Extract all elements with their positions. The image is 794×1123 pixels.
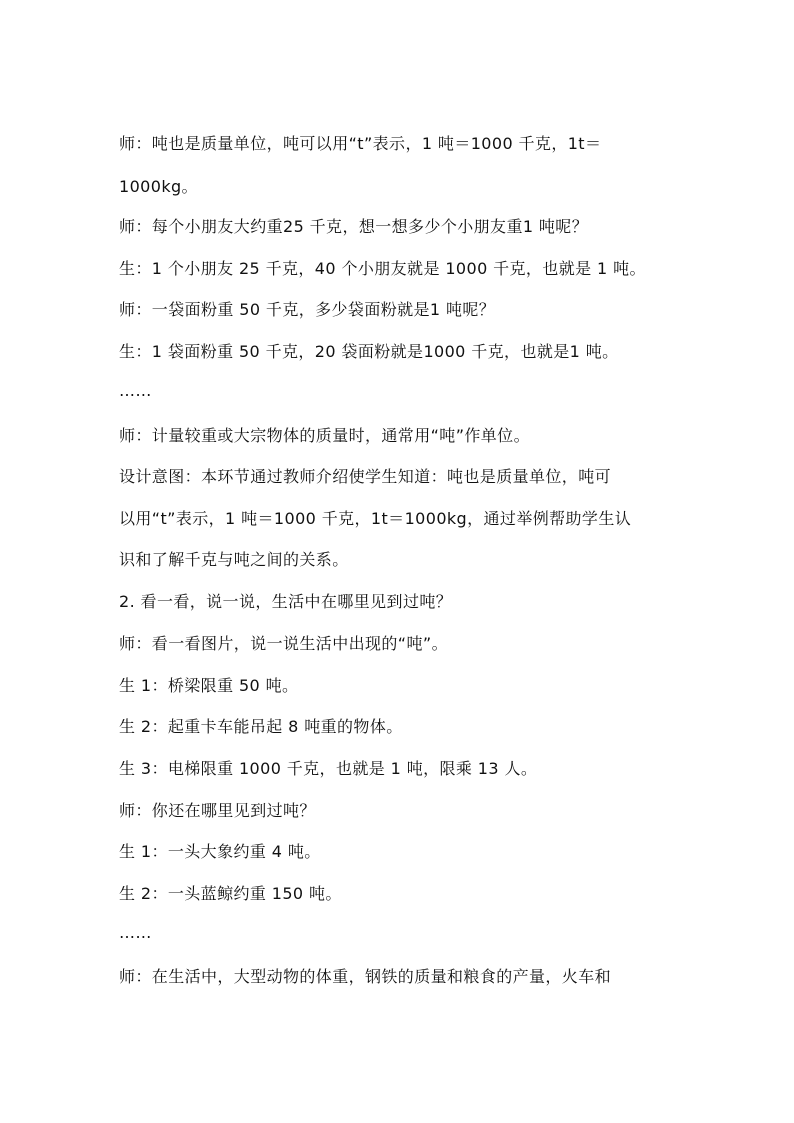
text-line: 师：吨也是质量单位，吨可以用“t”表示，1 吨＝1000 千克，1t＝ (119, 134, 602, 153)
text-line: 识和了解千克与吨之间的关系。 (119, 550, 349, 569)
text-line: 生 1：桥梁限重 50 吨。 (119, 676, 299, 695)
text-line: 师：计量较重或大宗物体的质量时，通常用“吨”作单位。 (119, 426, 530, 445)
text-line: 生 2：一头蓝鲸约重 150 吨。 (119, 884, 342, 903)
text-line: 生：1 袋面粉重 50 千克，20 袋面粉就是1000 千克，也就是1 吨。 (119, 342, 619, 361)
text-line: 生：1 个小朋友 25 千克，40 个小朋友就是 1000 千克，也就是 1 吨。 (119, 259, 646, 278)
text-line: 师：每个小朋友大约重25 千克，想一想多少个小朋友重1 吨呢？ (119, 217, 589, 236)
text-line: 师：你还在哪里见到过吨？ (119, 801, 316, 820)
text-line: 生 3：电梯限重 1000 千克，也就是 1 吨，限乘 13 人。 (119, 759, 538, 778)
text-line: 师：在生活中，大型动物的体重，钢铁的质量和粮食的产量，火车和 (119, 967, 612, 986)
section-heading: 2. 看一看，说一说，生活中在哪里见到过吨？ (119, 592, 453, 611)
text-line: 以用“t”表示，1 吨＝1000 千克，1t＝1000kg，通过举例帮助学生认 (119, 509, 632, 528)
text-line: 设计意图：本环节通过教师介绍使学生知道：吨也是质量单位，吨可 (119, 467, 612, 486)
ellipsis-line: …… (119, 923, 152, 942)
ellipsis-line: …… (119, 381, 152, 400)
text-line: 生 2：起重卡车能吊起 8 吨重的物体。 (119, 717, 403, 736)
text-line: 生 1：一头大象约重 4 吨。 (119, 842, 321, 861)
text-line: 1000kg。 (119, 177, 198, 196)
text-line: 师：看一看图片，说一说生活中出现的“吨”。 (119, 634, 448, 653)
text-line: 师：一袋面粉重 50 千克，多少袋面粉就是1 吨呢？ (119, 300, 496, 319)
